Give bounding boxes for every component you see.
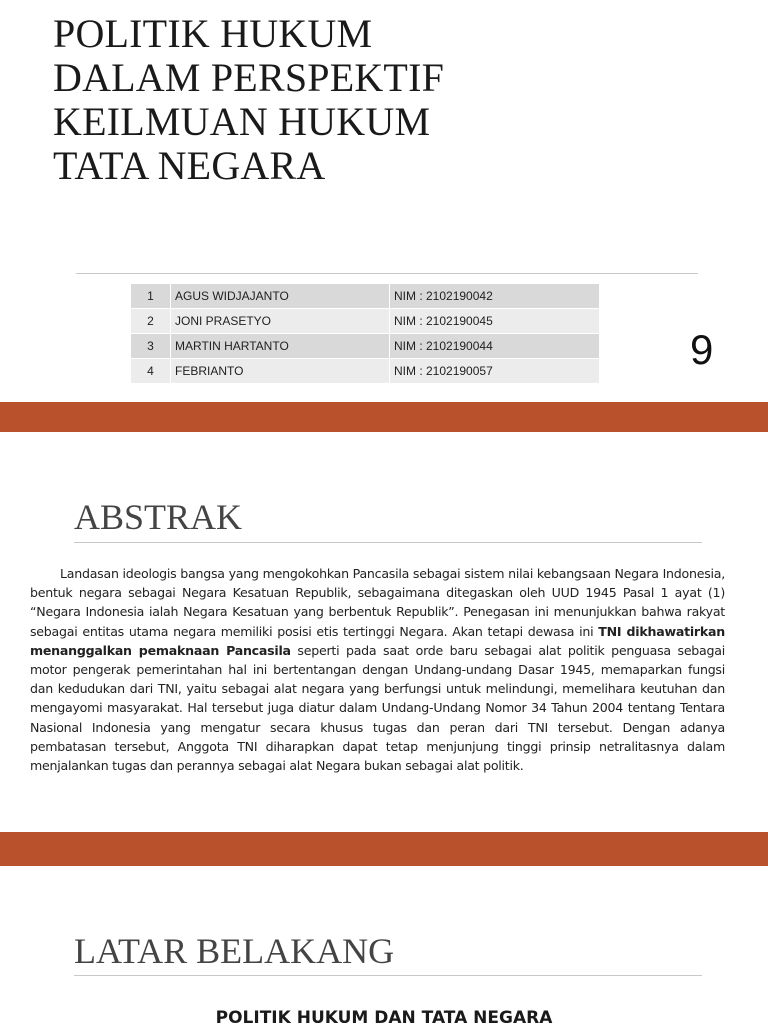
section-heading: LATAR BELAKANG (74, 931, 395, 971)
slide-number: 9 (690, 326, 714, 373)
member-number: 2 (131, 309, 171, 334)
table-row (131, 309, 599, 334)
member-name: MARTIN HARTANTO (171, 334, 390, 359)
member-nim: NIM : 2102190057 (390, 359, 600, 384)
member-number: 4 (131, 359, 171, 384)
table-row (131, 334, 599, 359)
abstract-text-part: seperti pada saat orde baru sebagai alat politik penguasa sebagai motor pengerak pemerintahan hal ini bertentangan dengan Undang-undang Dasar 1945, memaparkan fungsi dan kedudukan dari TNI, yaitu sebagai alat negara yang berfungsi untuk melindungi, memelihara keutuhan dan mengayomi masyarakat. Hal tersebut juga diatur dalam Undang-Undang Nomor 34 Tahun 2004 tentang Tentara Nasional Indonesia yang mengatur secara khusus tugas dan peran dari TNI tersebut. Dengan adanya pembatasan tersebut, Anggota TNI diharapkan dapat tetap menjunjung tinggi prinsip netralitasnya dalam menjalankan tugas dan perannya sebagai alat Negara bukan sebagai alat politik. (30, 642, 725, 774)
divider (76, 273, 698, 274)
divider (74, 542, 702, 543)
member-name: JONI PRASETYO (171, 309, 390, 334)
sub-heading: POLITIK HUKUM DAN TATA NEGARA (215, 1008, 553, 1024)
member-name: FEBRIANTO (171, 359, 390, 384)
abstract-text (30, 564, 725, 775)
section-heading: ABSTRAK (74, 497, 243, 537)
member-nim: NIM : 2102190042 (390, 284, 600, 309)
title-line: TATA NEGARA (53, 143, 326, 188)
member-number: 3 (131, 334, 171, 359)
slide-title (0, 0, 768, 402)
abstract-text-part: Landasan ideologis bangsa yang mengokohkan Pancasila sebagai sistem nilai kebangsaan Negara Indonesia, bentuk negara sebagai Negara Kesatuan Republik, sebagaimana ditegaskan oleh UUD 1945 Pasal 1 ayat (1) “Negara Indonesia ialah Negara Kesatuan yang berbentuk Republik”. Penegasan ini menunjukkan bahwa rakyat sebagai entitas utama negara memiliki posisi etis tertinggi Negara. Akan tetapi dewasa ini (30, 566, 725, 639)
member-nim: NIM : 2102190044 (390, 334, 600, 359)
table-row (131, 284, 599, 309)
accent-band (0, 402, 768, 432)
title-line: DALAM PERSPEKTIF (53, 55, 445, 100)
member-number: 1 (131, 284, 171, 309)
members-table (131, 284, 599, 384)
title-line: POLITIK HUKUM (53, 11, 373, 56)
slide-background (0, 866, 768, 1024)
accent-band (0, 832, 768, 866)
divider (74, 975, 702, 976)
member-nim: NIM : 2102190045 (390, 309, 600, 334)
title-line: KEILMUAN HUKUM (53, 99, 431, 144)
table-row (131, 359, 599, 384)
member-name: AGUS WIDJAJANTO (171, 284, 390, 309)
slide-title-heading (53, 12, 444, 188)
abstract-emphasis: TNI dikhawatirkan menanggalkan pemaknaan Pancasila (30, 623, 725, 658)
slide-abstract (0, 432, 768, 832)
